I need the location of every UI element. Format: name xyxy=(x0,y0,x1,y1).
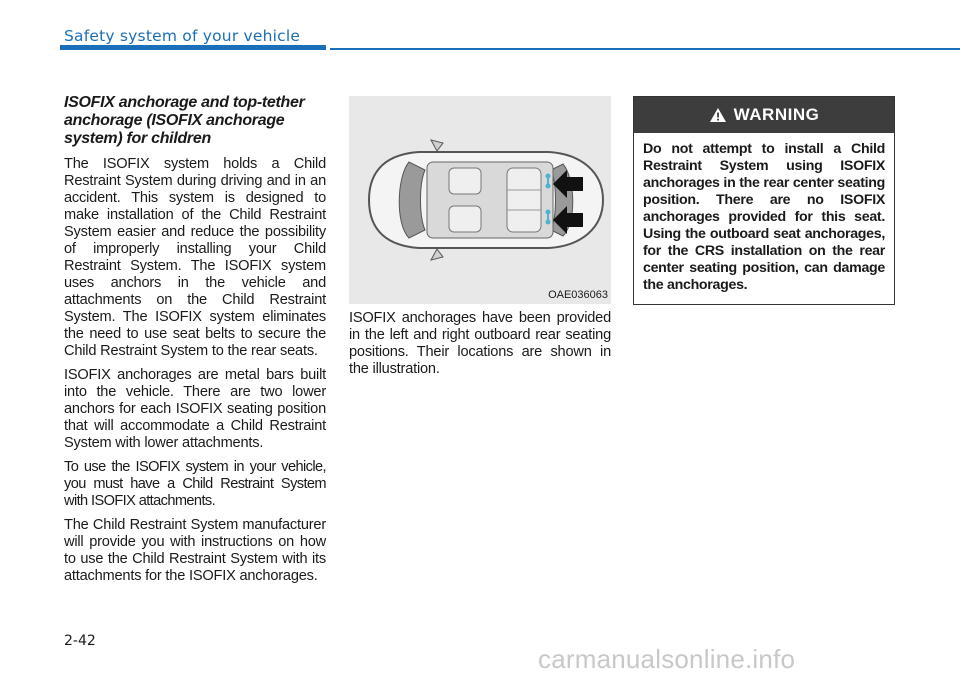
section-title: Safety system of your vehicle xyxy=(64,27,301,45)
page-number: 2-42 xyxy=(64,633,96,649)
paragraph-anchorages: ISOFIX anchorages are metal bars built into the vehicle. There are two lower anchors for each ISOFIX seating position that will accommodate a Child Restraint System with lower attachments. xyxy=(64,367,326,451)
warning-box xyxy=(633,96,895,305)
warning-column xyxy=(633,96,895,305)
figure-code: OAE036063 xyxy=(548,289,608,301)
paragraph-attachments: To use the ISOFIX system in your vehicle, you must have a Child Restraint System with ISOFIX attachments. xyxy=(64,459,326,509)
paragraph-isofix-intro: The ISOFIX system holds a Child Restraint System during driving and in an accident. This system is designed to make installation of the Child Restraint System easier and reduce the possibility of improperly installing your Child Restraint System. The ISOFIX system uses anchors in the vehicle and attachments on the Child Restraint System. The ISOFIX system eliminates the need to use seat belts to secure the Child Restraint System to the rear seats. xyxy=(64,156,326,359)
text-column-middle xyxy=(349,96,611,385)
section-heading: ISOFIX anchorage and top-tether anchorage (ISOFIX anchorage system) for children xyxy=(64,94,305,147)
header-rule-thin xyxy=(330,48,960,50)
paragraph-anchorage-locations: ISOFIX anchorages have been provided in the left and right outboard rear seating positions. Their locations are shown in the illustration. xyxy=(349,310,611,377)
text-column-left xyxy=(64,94,326,592)
warning-title: WARNING xyxy=(733,105,820,124)
watermark: carmanualsonline.info xyxy=(538,644,796,674)
warning-triangle-icon xyxy=(709,107,727,123)
header-rule-thick xyxy=(60,45,326,50)
paragraph-manufacturer: The Child Restraint System manufacturer will provide you with instructions on how to use the Child Restraint System with its attachments for the ISOFIX anchorages. xyxy=(64,517,326,584)
warning-header xyxy=(634,97,894,133)
warning-text: Do not attempt to install a Child Restraint System using ISOFIX anchorages in the rear center seating position. There are no ISOFIX anchorages provided for this seat. Using the outboard seat anchorages, for the CRS installation on the rear center seating position, can damage the anchorages. xyxy=(643,141,885,293)
car-top-view-illustration xyxy=(349,96,611,304)
isofix-illustration xyxy=(349,96,611,304)
